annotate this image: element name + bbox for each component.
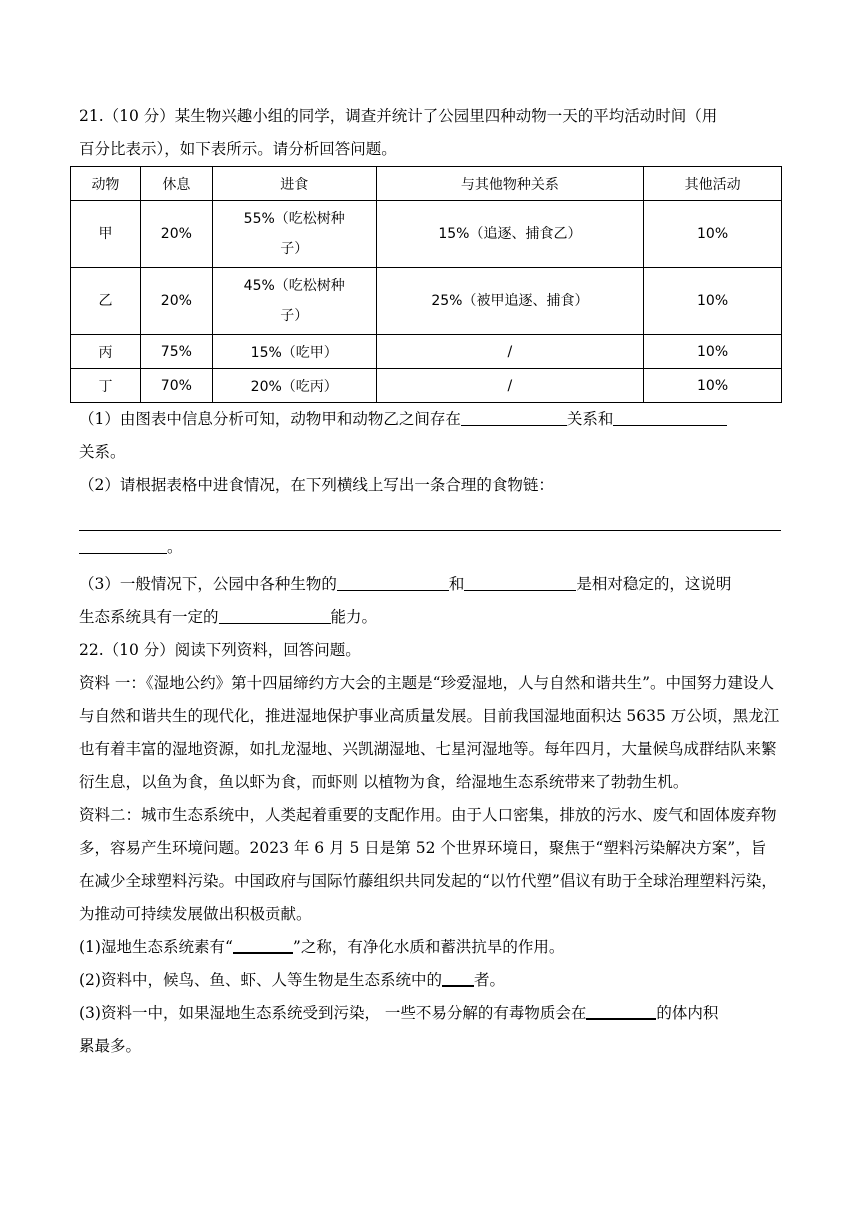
answer-blank[interactable] [461, 409, 567, 426]
table-cell: 55%（吃松树种子） [212, 201, 376, 268]
table-row [71, 369, 782, 403]
table-cell: / [376, 369, 644, 403]
table-header: 休息 [140, 167, 212, 201]
table-cell: 15%（追逐、捕食乙） [376, 201, 644, 268]
q21-sub2-end [79, 531, 781, 564]
q21-sub3-cont [79, 601, 781, 634]
q22-material2: 资料二：城市生态系统中，人类起着重要的支配作用。由于人口密集，排放的污水、废气和固体废弃物多，容易产生环境问题。2023 年 6 月 5 日是第 52 个世界环境日，聚焦于“塑料污染解决方案”，旨在减少全球塑料污染。中国政府与国际竹藤组织共同发起的“以竹代塑”倡议有助于全球治理塑料污染，为推动可持续发展做出积极贡献。 [79, 806, 777, 923]
table-header: 动物 [71, 167, 141, 201]
q21-sub1-text-a: （1）由图表中信息分析可知，动物甲和动物乙之间存在 [79, 410, 461, 428]
answer-blank[interactable] [79, 537, 167, 554]
table-row [71, 268, 782, 335]
answer-blank[interactable] [613, 409, 727, 426]
q21-sub1-text-b: 关系和 [566, 410, 614, 428]
answer-blank[interactable] [464, 574, 576, 591]
q22-sub3-cont: 累最多。 [79, 1037, 142, 1055]
answer-blank[interactable] [337, 574, 449, 591]
q21-sub3-text-e: 能力。 [330, 608, 378, 626]
q21-sub3-text-a: （3）一般情况下，公园中各种生物的 [79, 575, 337, 593]
q21-sub1 [79, 403, 781, 436]
table-cell: 45%（吃松树种子） [212, 268, 376, 335]
q21-sub2: （2）请根据表格中进食情况，在下列横线上写出一条合理的食物链： [79, 476, 554, 494]
table-cell: 乙 [71, 268, 141, 335]
answer-blank[interactable] [233, 936, 293, 954]
q21-sub3-text-c: 是相对稳定的，这说明 [576, 575, 732, 593]
table-cell: 丙 [71, 335, 141, 369]
q22-sub3-text-b: 的体内积 [656, 1004, 719, 1022]
table-header: 进食 [212, 167, 376, 201]
q21-sub3 [79, 568, 781, 601]
food-chain-answer-line[interactable] [79, 502, 781, 531]
table-cell: / [376, 335, 644, 369]
q21-intro-line2: 百分比表示），如下表所示。请分析回答问题。 [79, 140, 397, 158]
q22-sub2-text-a: (2)资料中，候鸟、鱼、虾、人等生物是生态系统中的 [79, 971, 442, 989]
table-cell: 20%（吃丙） [212, 369, 376, 403]
table-header-row [71, 167, 782, 201]
q21-sub3-text-d: 生态系统具有一定的 [79, 608, 219, 626]
exam-page [79, 100, 781, 1063]
q21-intro-line1: 21.（10 分）某生物兴趣小组的同学，调查并统计了公园里四种动物一天的平均活动时间（用 [79, 107, 718, 125]
q21-sub2-period: 。 [167, 538, 183, 556]
table-header: 与其他物种关系 [376, 167, 644, 201]
activity-table [70, 166, 782, 403]
answer-blank[interactable] [586, 1002, 656, 1020]
q22-sub3 [79, 997, 781, 1030]
table-cell: 10% [644, 369, 782, 403]
table-cell: 70% [140, 369, 212, 403]
q22-sub1-text-b: ”之称，有净化水质和蓄洪抗旱的作用。 [292, 938, 565, 956]
table-cell: 甲 [71, 201, 141, 268]
answer-blank[interactable] [219, 607, 331, 624]
table-cell: 10% [644, 268, 782, 335]
q21-sub1-cont: 关系。 [79, 443, 126, 461]
table-cell: 25%（被甲追逐、捕食） [376, 268, 644, 335]
table-cell: 10% [644, 201, 782, 268]
q21-sub3-text-b: 和 [448, 575, 465, 593]
table-cell: 丁 [71, 369, 141, 403]
table-row [71, 335, 782, 369]
table-cell: 75% [140, 335, 212, 369]
table-cell: 10% [644, 335, 782, 369]
q22-sub2-text-b: 者。 [473, 971, 505, 989]
q22-intro: 22.（10 分）阅读下列资料，回答问题。 [79, 641, 361, 659]
q22-sub1 [79, 931, 781, 964]
table-cell: 15%（吃甲） [212, 335, 376, 369]
q22-sub2 [79, 964, 781, 997]
table-cell: 20% [140, 268, 212, 335]
table-cell: 20% [140, 201, 212, 268]
q22-material1: 资料 一：《湿地公约》第十四届缔约方大会的主题是“珍爱湿地，人与自然和谐共生”。中国努力建设人与自然和谐共生的现代化，推进湿地保护事业高质量发展。目前我国湿地面积达 5635 万公顷，黑龙江也有着丰富的湿地资源，如扎龙湿地、兴凯湖湿地、七星河湿地等。每年四月，大量候鸟成群结队来繁衍生息，以鱼为食，鱼以虾为食，而虾则 以植物为食，给湿地生态系统带来了勃勃生机。 [79, 674, 780, 791]
q22-sub1-text-a: (1)湿地生态系统素有“ [79, 938, 233, 956]
q22-sub3-text-a: (3)资料一中，如果湿地生态系统受到污染， 一些不易分解的有毒物质会在 [79, 1004, 587, 1022]
answer-blank[interactable] [442, 969, 474, 987]
table-row [71, 201, 782, 268]
table-header: 其他活动 [644, 167, 782, 201]
